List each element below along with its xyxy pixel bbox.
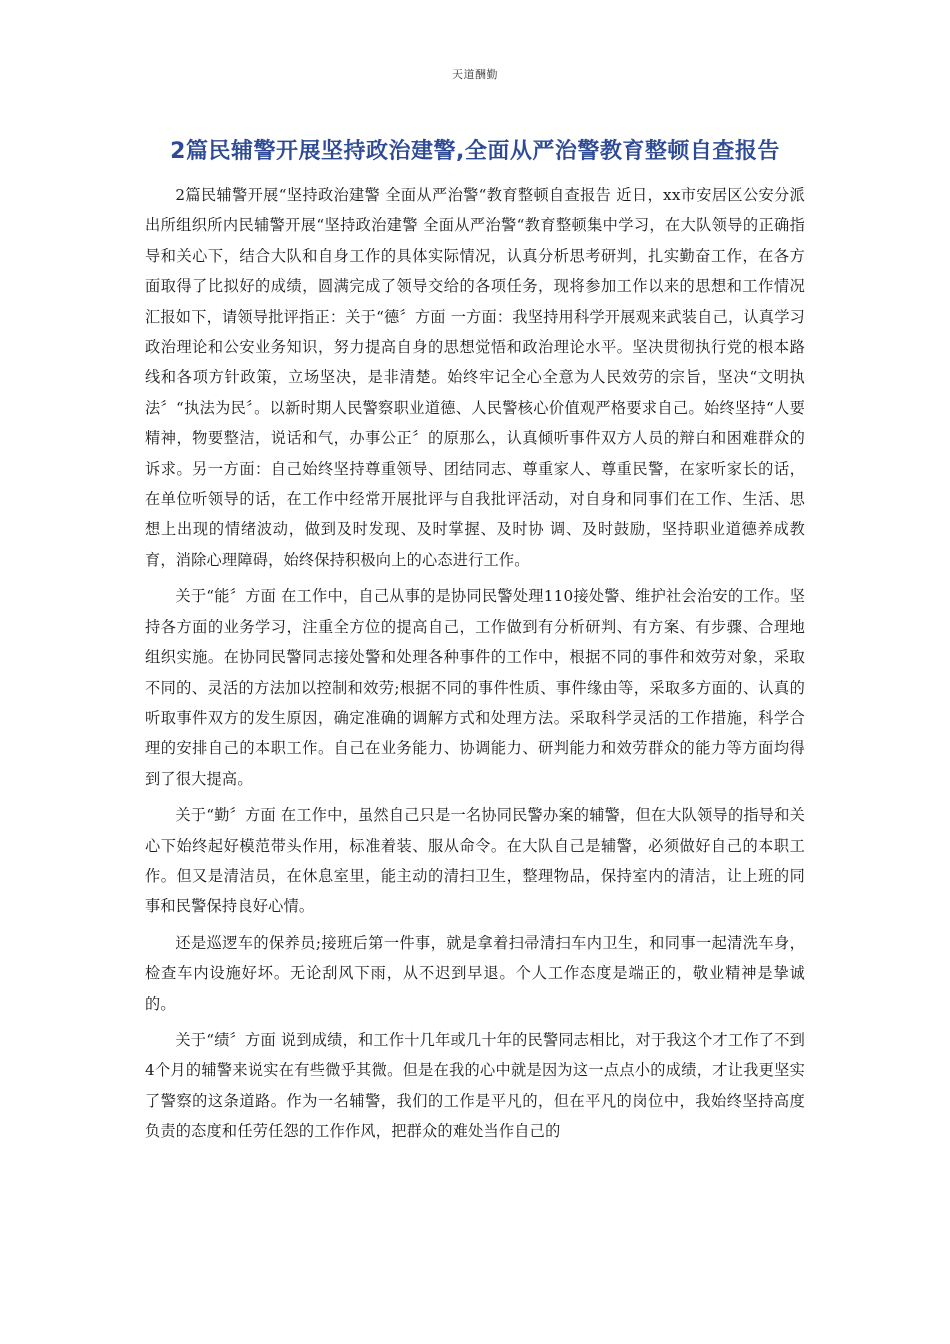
paragraph-ji: 关于“绩〞方面 说到成绩，和工作十几年或几十年的民警同志相比，对于我这个才工作了不到4个月的辅警来说实在有些微乎其微。但是在我的心中就是因为这一点点小的成绩，才让我更坚实了警察的这条道路。作为一名辅警，我们的工作是平凡的，但在平凡的岗位中，我始终坚持高度负责的态度和任劳任怨的工作作风，把群众的难处当作自己的 [145,1030,805,1141]
paragraph-neng: 关于“能〞方面 在工作中，自己从事的是协同民警处理110接处警、维护社会治安的工作。坚持各方面的业务学习，注重全方位的提高自己，工作做到有分析研判、有方案、有步骤、合理地组织实施。在协同民警同志接处警和处理各种事件的工作中，根据不同的事件和效劳对象，采取不同的、灵活的方法加以控制和效劳;根据不同的事件性质、事件缘由等，采取多方面的、认真的听取事件双方的发生原因，确定准确的调解方式和处理方法。采取科学灵活的工作措施，科学合理的安排自己的本职工作。自己在业务能力、协调能力、研判能力和效劳群众的能力等方面均得到了很大提高。 [145,587,805,788]
document-title: 2篇民辅警开展坚持政治建警,全面从严治警教育整顿自查报告 [170,139,780,164]
paragraph-qin: 关于“勤〞方面 在工作中，虽然自己只是一名协同民警办案的辅警，但在大队领导的指导和关心下始终起好模范带头作用，标准着装、服从命令。在大队自己是辅警，必须做好自己的本职工作。但又是清洁员，在休息室里，能主动的清扫卫生，整理物品，保持室内的清洁，让上班的同事和民警保持良好心情。 [145,806,805,916]
paragraph-patrol: 还是巡逻车的保养员;接班后第一件事，就是拿着扫帚清扫车内卫生，和同事一起清洗车身，检查车内设施好坏。无论刮风下雨，从不迟到早退。个人工作态度是端正的，敬业精神是挚诚的。 [145,933,805,1013]
document-body [145,180,805,1153]
page-header: 天道酬勤 [452,68,498,81]
paragraph-de: 2篇民辅警开展“坚持政治建警 全面从严治警“教育整顿自查报告 近日，xx市安居区公安分派出所组织所内民辅警开展“坚持政治建警 全面从严治警“教育整顿集中学习，在大队领导的正确指导和关心下，结合大队和自身工作的具体实际情况，认真分析思考研判，扎实勤奋工作，在各方面取得了比拟好的成绩，圆满完成了领导交给的各项任务，现将参加工作以来的思想和工作情况汇报如下，请领导批评指正：关于“德〞方面 一方面：我坚持用科学开展观来武装自己，认真学习政治理论和公安业务知识，努力提高自身的思想觉悟和政治理论水平。坚决贯彻执行党的根本路线和各项方针政策，立场坚决，是非清楚。始终牢记全心全意为人民效劳的宗旨，坚决“文明执法〞“执法为民〞。以新时期人民警察职业道德、人民警核心价值观严格要求自己。始终坚持“人要精神，物要整洁，说话和气，办事公正〞的原那么，认真倾听事件双方人员的辩白和困难群众的诉求。另一方面：自己始终坚持尊重领导、团结同志、尊重家人、尊重民警，在家听家长的话，在单位听领导的话，在工作中经常开展批评与自我批评活动，对自身和同事们在工作、生活、思想上出现的情绪波动，做到及时发现、及时掌握、及时协 调、及时鼓励，坚持职业道德养成教育，消除心理障碍，始终保持积极向上的心态进行工作。 [145,186,805,569]
